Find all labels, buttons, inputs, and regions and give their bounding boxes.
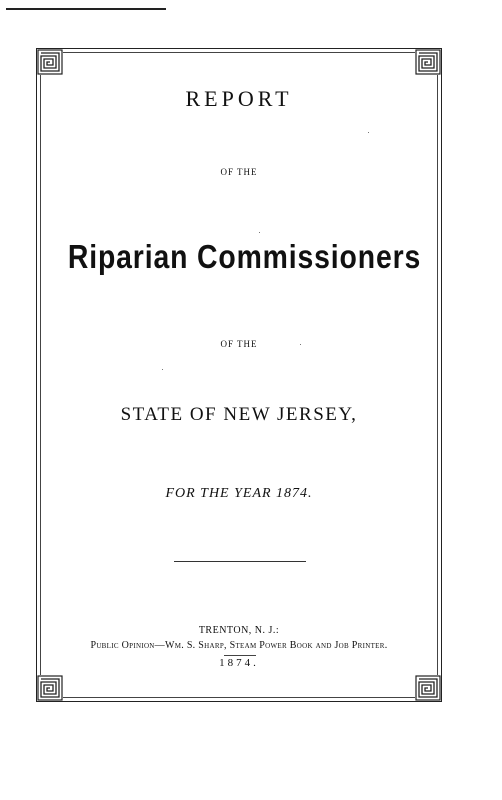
state-name: STATE OF NEW JERSEY, (120, 404, 358, 425)
imprint-printer: Public Opinion—Wm. S. Sharp, Steam Power Book and Job Printer. (90, 640, 388, 651)
imprint-rule (224, 655, 256, 656)
corner-ornament-icon (37, 675, 63, 701)
corner-ornament-icon (415, 675, 441, 701)
top-edge-rule (6, 8, 166, 10)
imprint-year: 1874. (219, 657, 259, 669)
year-line: FOR THE YEAR 1874. (165, 486, 313, 501)
imprint-city: TRENTON, N. J.: (198, 625, 280, 636)
main-title: Riparian Commissioners (67, 238, 422, 275)
corner-ornament-icon (415, 49, 441, 75)
report-heading: REPORT (185, 86, 293, 111)
paper-speck (368, 132, 369, 133)
of-the-second: OF THE (220, 339, 258, 349)
paper-speck (259, 232, 260, 233)
corner-ornament-icon (37, 49, 63, 75)
of-the-first: OF THE (220, 167, 258, 177)
page-border-inner (40, 52, 438, 698)
paper-speck (300, 344, 301, 345)
section-divider (174, 561, 306, 562)
paper-speck (162, 369, 163, 370)
